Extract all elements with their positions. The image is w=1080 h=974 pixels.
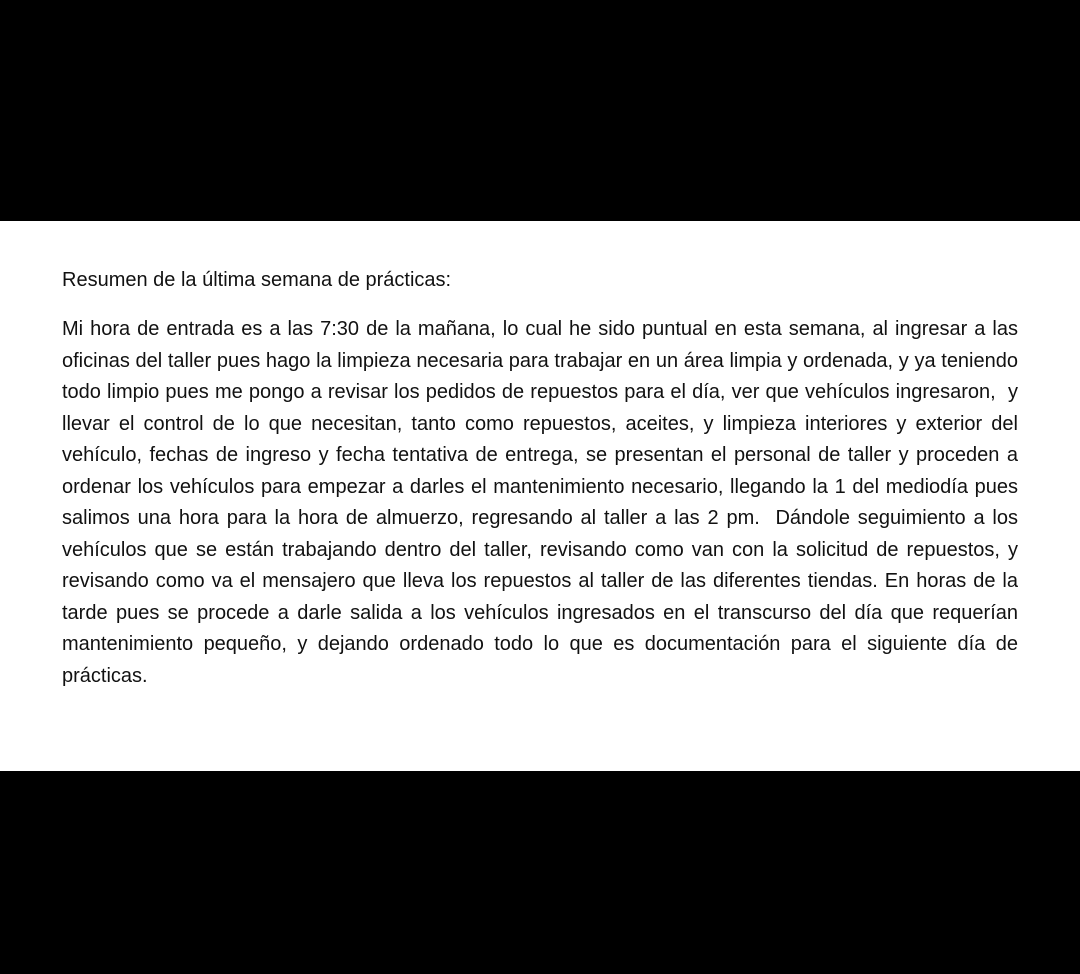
document-page [0, 221, 1080, 771]
document-title: Resumen de la última semana de prácticas: [62, 269, 452, 291]
document-paragraph: Mi hora de entrada es a las 7:30 de la mañana, lo cual he sido puntual en esta semana, al ingresar a las oficinas del taller pues hago la limpieza necesaria para trabajar en un área limpia y ordenada, y ya teniendo todo limpio pues me pongo a revisar los pedidos de repuestos para el día, ver que vehículos ingresaron, y llevar el control de lo que necesitan, tanto como repuestos, aceites, y limpieza interiores y exterior del vehículo, fechas de ingreso y fecha tentativa de entrega, se presentan el personal de taller y proceden a ordenar los vehículos para empezar a darles el mantenimiento necesario, llegando la 1 del mediodía pues salimos una hora para la hora de almuerzo, regresando al taller a las 2 pm. Dándole seguimiento a los vehículos que se están trabajando dentro del taller, revisando como van con la solicitud de repuestos, y revisando como va el mensajero que lleva los repuestos al taller de las diferentes tiendas. En horas de la tarde pues se procede a darle salida a los vehículos ingresados en el transcurso del día que requerían mantenimiento pequeño, y dejando ordenado todo lo que es documentación para el siguiente día de prácticas. [62, 318, 1024, 687]
